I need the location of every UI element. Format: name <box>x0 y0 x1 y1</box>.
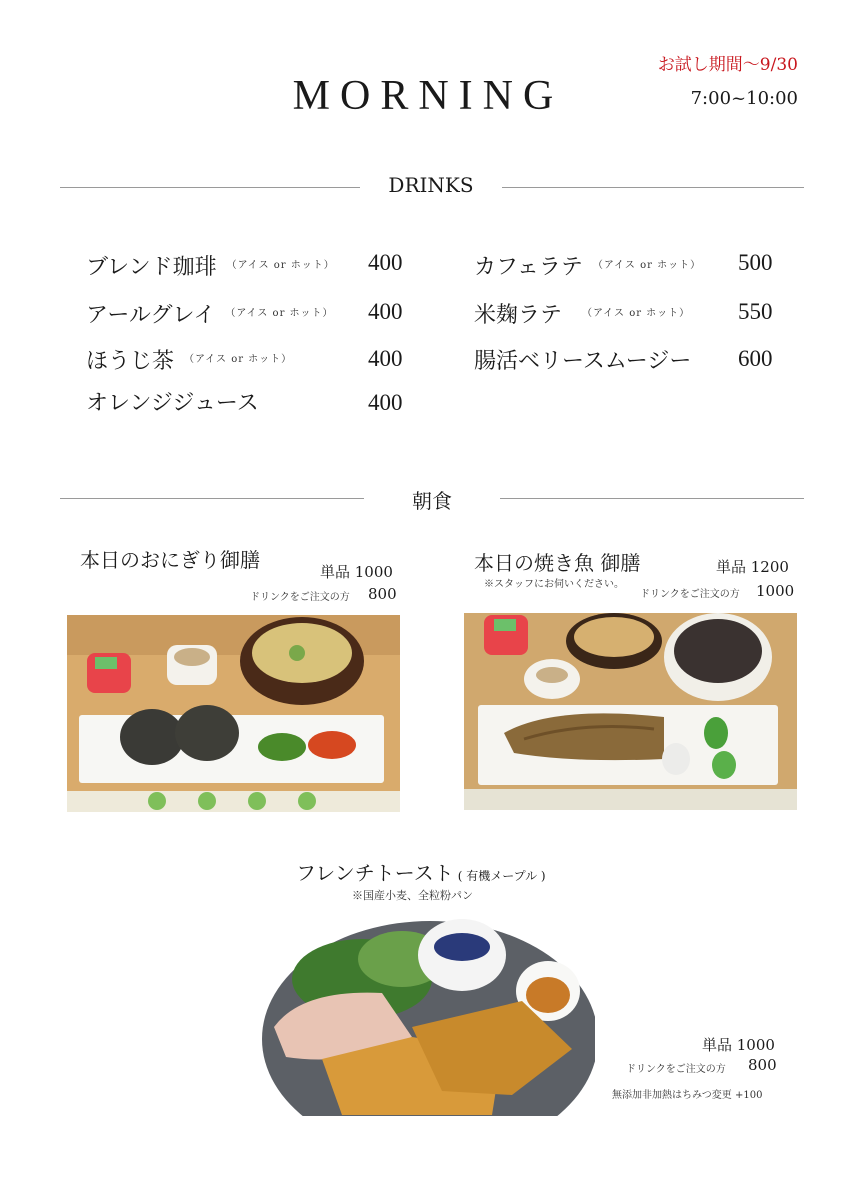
drink-temp-note: （アイス or ホット） <box>582 308 691 319</box>
fish-drink-label: ドリンクをご注文の方 <box>640 589 740 600</box>
drink-item-name <box>474 250 701 281</box>
divider-line <box>60 187 360 188</box>
drink-name: カフェラテ <box>474 255 583 280</box>
onigiri-set-photo <box>67 615 400 812</box>
drink-name: ブレンド珈琲 <box>86 255 217 280</box>
drink-temp-note: （アイス or ホット） <box>226 260 335 271</box>
toast-drink-price: 800 <box>748 1056 777 1074</box>
divider-line <box>500 498 804 499</box>
onigiri-set-title: 本日のおにぎり御膳 <box>80 548 260 572</box>
drink-item-name <box>86 386 259 417</box>
drink-price: 500 <box>738 250 773 275</box>
drink-price: 400 <box>368 250 403 275</box>
onigiri-drink-price: 800 <box>368 585 397 603</box>
fish-set-title: 本日の焼き魚 御膳 <box>474 551 641 575</box>
honey-upgrade-option: 無添加非加熱はちみつ変更 +100 <box>612 1090 763 1101</box>
drink-price: 600 <box>738 346 773 371</box>
drink-price: 400 <box>368 346 403 371</box>
drink-name: 米麹ラテ <box>474 303 563 328</box>
onigiri-drink-label: ドリンクをご注文の方 <box>250 592 350 603</box>
drink-name: オレンジジュース <box>86 391 259 416</box>
drink-item-name <box>474 344 691 375</box>
drink-name: ほうじ茶 <box>86 349 175 374</box>
onigiri-single-price: 単品 1000 <box>320 563 393 581</box>
french-toast-subtitle: ( 有機メープル ) <box>457 869 546 883</box>
divider-line <box>502 187 804 188</box>
trial-period-label: お試し期間〜9/30 <box>657 55 798 75</box>
french-toast-title <box>296 857 546 886</box>
french-toast-photo <box>262 919 595 1116</box>
fish-drink-price: 1000 <box>756 582 795 600</box>
drink-item-name <box>86 298 334 329</box>
drink-item-name <box>474 298 690 329</box>
fish-set-photo <box>464 613 797 810</box>
french-toast-note: ※国産小麦、全粒粉パン <box>352 889 473 902</box>
fish-staff-note: ※スタッフにお伺いください。 <box>484 579 624 590</box>
drink-temp-note: （アイス or ホット） <box>592 260 702 271</box>
drink-price: 550 <box>738 299 773 324</box>
page-title: MORNING <box>292 73 564 119</box>
drinks-heading: DRINKS <box>388 173 474 197</box>
breakfast-heading: 朝食 <box>412 489 452 513</box>
drink-price: 400 <box>368 299 403 324</box>
toast-drink-label: ドリンクをご注文の方 <box>626 1064 726 1075</box>
drink-item-name <box>86 344 292 375</box>
drink-name: アールグレイ <box>86 303 216 328</box>
fish-single-price: 単品 1200 <box>716 558 789 576</box>
toast-single-price: 単品 1000 <box>702 1036 775 1054</box>
drink-temp-note: （アイス or ホット） <box>225 308 334 319</box>
drink-name: 腸活ベリースムージー <box>474 349 692 374</box>
drink-price: 400 <box>368 390 403 415</box>
drink-item-name <box>86 250 335 281</box>
french-toast-name: フレンチトースト <box>296 861 454 885</box>
opening-hours: 7:00~10:00 <box>690 88 798 109</box>
divider-line <box>60 498 364 499</box>
drink-temp-note: （アイス or ホット） <box>184 354 293 365</box>
